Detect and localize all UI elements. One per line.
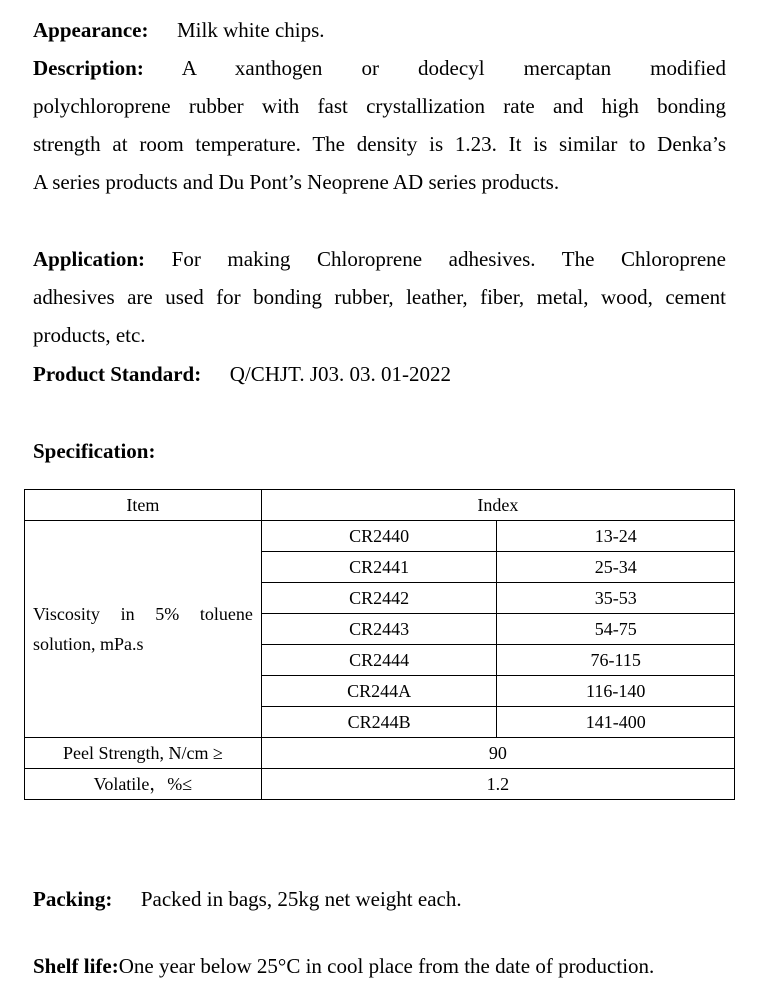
description-word: dodecyl [418, 56, 485, 80]
packing-value: Packed in bags, 25kg net weight each. [140, 887, 462, 911]
product-standard-line [33, 355, 451, 393]
viscosity-label [25, 521, 262, 738]
appearance-line [33, 11, 325, 49]
grade-range: 76-115 [497, 645, 735, 676]
shelf-life-line [33, 947, 654, 985]
viscosity-word: toluene [199, 604, 253, 624]
viscosity-word: 5% [155, 604, 180, 624]
description-word: mercaptan [523, 56, 612, 80]
specification-heading: Specification: [33, 439, 156, 463]
product-standard-value: Q/CHJT. J03. 03. 01-2022 [229, 362, 451, 386]
product-standard-label: Product Standard: [33, 362, 202, 386]
table-row [25, 521, 735, 552]
table-row-volatile [25, 769, 735, 800]
grade-range: 141-400 [497, 707, 735, 738]
shelf-life-value: One year below 25°C in cool place from the date of production. [118, 954, 655, 978]
packing-line [33, 880, 462, 918]
viscosity-label-line-2: solution, mPa.s [33, 634, 144, 654]
peel-value: 90 [261, 738, 734, 769]
viscosity-word: in [120, 604, 135, 624]
grade-model: CR2440 [261, 521, 497, 552]
application-label: Application: [33, 247, 146, 271]
grade-model: CR2443 [261, 614, 497, 645]
grade-model: CR2442 [261, 583, 497, 614]
volatile-label: Volatile，%≤ [25, 769, 262, 800]
description-word: modified [650, 56, 726, 80]
description-word: A [181, 56, 196, 80]
appearance-value: Milk white chips. [176, 18, 325, 42]
description-label: Description: [33, 56, 144, 80]
grade-range: 25-34 [497, 552, 735, 583]
shelf-life-label: Shelf life: [33, 954, 119, 978]
description-line-2: polychloroprene rubber with fast crystallization rate and high bonding [33, 94, 726, 118]
grade-range: 13-24 [497, 521, 735, 552]
header-item: Item [25, 490, 262, 521]
grade-range: 116-140 [497, 676, 735, 707]
volatile-value: 1.2 [261, 769, 734, 800]
packing-label: Packing: [33, 887, 113, 911]
grade-range: 54-75 [497, 614, 735, 645]
grade-model: CR2441 [261, 552, 497, 583]
appearance-label: Appearance: [33, 18, 149, 42]
table-header-row [25, 490, 735, 521]
application-line-2: adhesives are used for bonding rubber, leather, fiber, metal, wood, cement [33, 285, 726, 309]
application-line-3: products, etc. [33, 323, 146, 347]
peel-label: Peel Strength, N/cm ≥ [25, 738, 262, 769]
description-word: xanthogen [234, 56, 323, 80]
viscosity-word: Viscosity [33, 604, 100, 624]
grade-model: CR2444 [261, 645, 497, 676]
viscosity-label-line-1 [33, 599, 253, 629]
header-index: Index [261, 490, 734, 521]
description-line-3: strength at room temperature. The density is 1.23. It is similar to Denka’s [33, 132, 726, 156]
description-line-4: A series products and Du Pont’s Neoprene AD series products. [33, 170, 560, 194]
grade-range: 35-53 [497, 583, 735, 614]
application-line-1 [33, 240, 726, 278]
grade-model: CR244B [261, 707, 497, 738]
description-word: or [361, 56, 379, 80]
grade-model: CR244A [261, 676, 497, 707]
application-text-1: For making Chloroprene adhesives. The Chloroprene [171, 247, 727, 271]
description-line-1 [33, 49, 726, 87]
specification-table [24, 489, 735, 800]
table-row-peel [25, 738, 735, 769]
